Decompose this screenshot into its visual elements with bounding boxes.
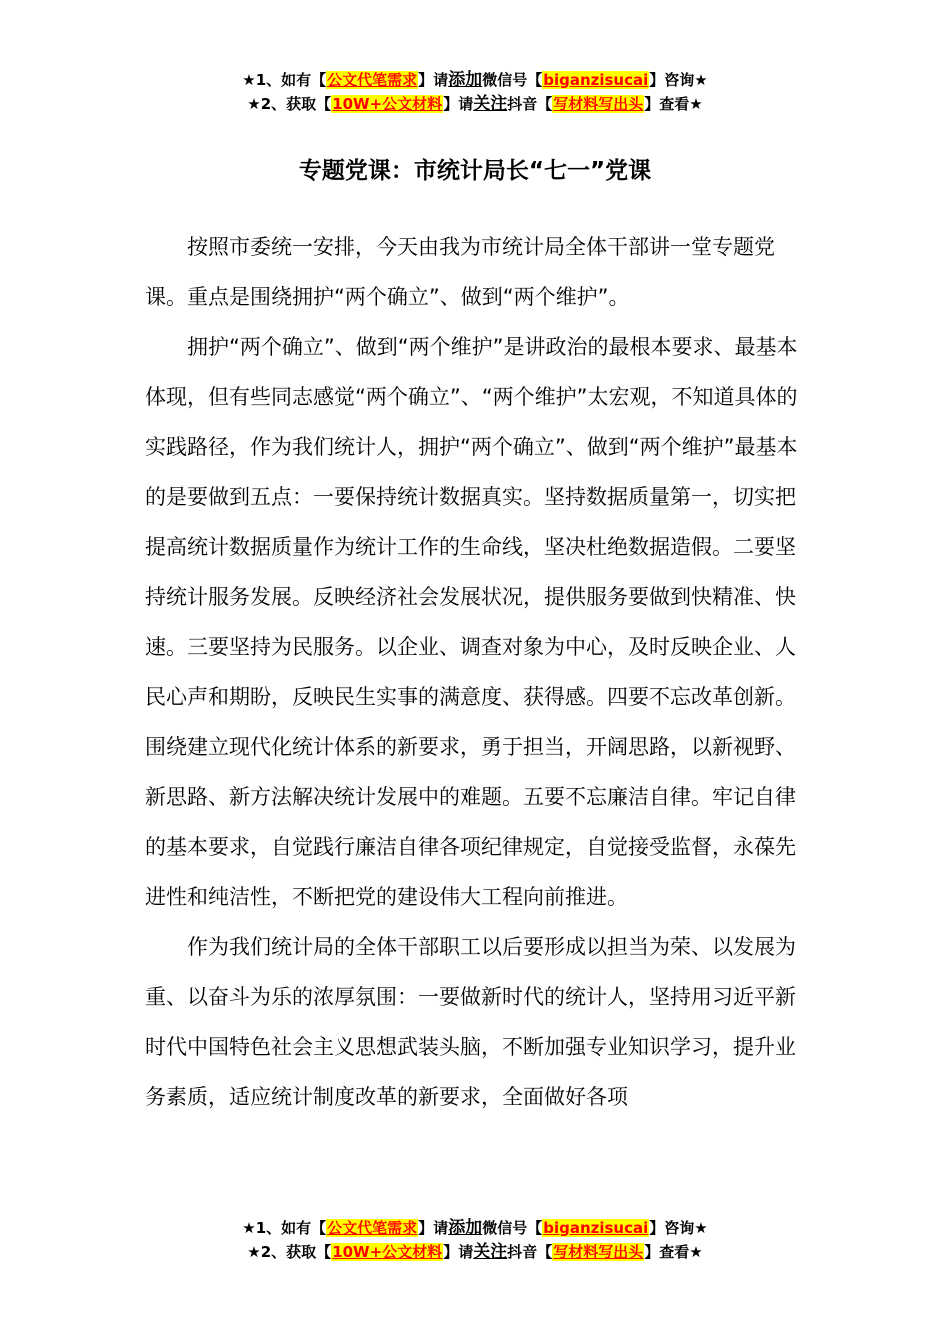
highlight-douyin: 写材料写出头 <box>553 95 644 113</box>
footer-banner <box>0 1216 950 1264</box>
banner-line-2: ★2、获取【10W+公文材料】请关注抖音【写材料写出头】查看★ <box>247 1242 703 1262</box>
highlight-wechat-id: biganzisucai <box>543 1219 649 1237</box>
highlight-materials: 10W+公文材料 <box>332 95 443 113</box>
paragraph-3: 作为我们统计局的全体干部职工以后要形成以担当为荣、以发展为重、以奋斗为乐的浓厚氛围：一要做新时代的统计人，坚持用习近平新时代中国特色社会主义思想武装头脑，不断加强专业知识学习，提升业务素质，适应统计制度改革的新要求，全面做好各项 <box>145 935 796 1109</box>
document-body <box>145 222 813 1122</box>
banner-line-1: ★1、如有【公文代笔需求】请添加微信号【biganzisucai】咨询★ <box>242 70 708 90</box>
banner-line-2: ★2、获取【10W+公文材料】请关注抖音【写材料写出头】查看★ <box>247 94 703 114</box>
highlight-wechat-id: biganzisucai <box>543 71 649 89</box>
highlight-ghostwriting: 公文代笔需求 <box>327 1219 418 1237</box>
highlight-ghostwriting: 公文代笔需求 <box>327 71 418 89</box>
banner-line-1: ★1、如有【公文代笔需求】请添加微信号【biganzisucai】咨询★ <box>242 1218 708 1238</box>
highlight-materials: 10W+公文材料 <box>332 1243 443 1261</box>
paragraph-1: 按照市委统一安排，今天由我为市统计局全体干部讲一堂专题党课。重点是围绕拥护“两个确立”、做到“两个维护”。 <box>145 235 775 309</box>
highlight-douyin: 写材料写出头 <box>553 1243 644 1261</box>
paragraph-2: 拥护“两个确立”、做到“两个维护”是讲政治的最根本要求、最基本体现，但有些同志感觉“两个确立”、“两个维护”太宏观，不知道具体的实践路径，作为我们统计人，拥护“两个确立”、做到“两个维护”最基本的是要做到五点：一要保持统计数据真实。坚持数据质量第一，切实把提高统计数据质量作为统计工作的生命线，坚决杜绝数据造假。二要坚持统计服务发展。反映经济社会发展状况，提供服务要做到快精准、快速。三要坚持为民服务。以企业、调查对象为中心，及时反映企业、人民心声和期盼，反映民生实事的满意度、获得感。四要不忘改革创新。围绕建立现代化统计体系的新要求，勇于担当，开阔思路，以新视野、新思路、新方法解决统计发展中的难题。五要不忘廉洁自律。牢记自律的基本要求，自觉践行廉洁自律各项纪律规定，自觉接受监督，永葆先进性和纯洁性，不断把党的建设伟大工程向前推进。 <box>145 335 798 909</box>
header-banner <box>0 68 950 116</box>
document-title: 专题党课：市统计局长“七一”党课 <box>298 158 652 184</box>
